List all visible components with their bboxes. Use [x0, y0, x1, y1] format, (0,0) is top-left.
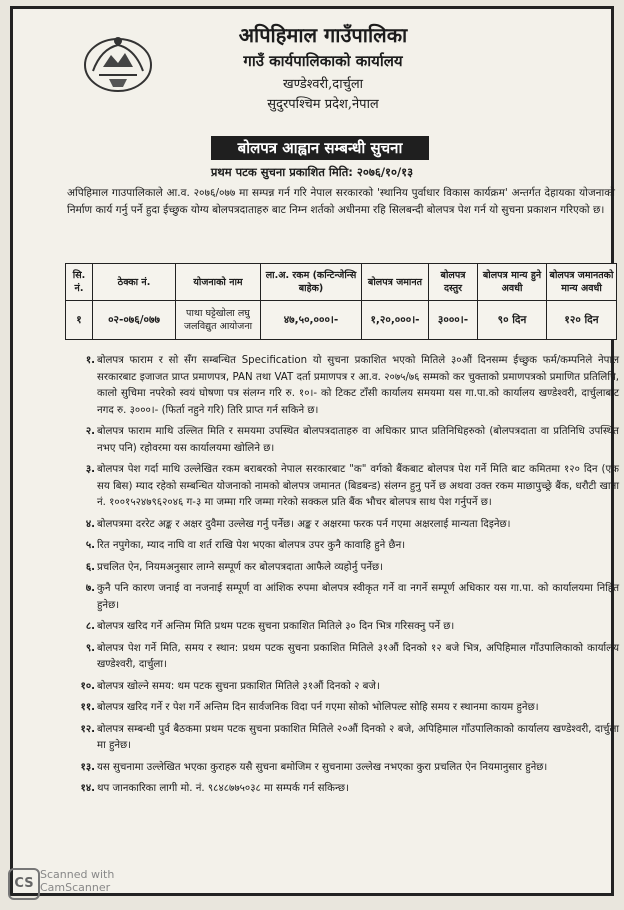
condition-number: १४. [80, 783, 95, 794]
notice-document [10, 6, 619, 896]
cell-bid-validity: ९० दिन [478, 301, 547, 340]
condition-text: बोलपत्रमा दररेट अङ्क र अक्षर दुवैमा उल्लेख गर्नु पर्नेछ। अङ्क र अक्षरमा फरक पर्न गएमा अक्षरलाई मान्यता दिइनेछ। [97, 518, 511, 530]
list-item [67, 581, 619, 614]
table-row [66, 301, 617, 340]
list-item [67, 538, 619, 555]
condition-number: ८. [85, 621, 95, 632]
col-bid-fee: बोलपत्र दस्तुर [429, 264, 478, 301]
nepal-emblem-icon [81, 31, 155, 95]
cell-bid-fee: ३०००।- [429, 301, 478, 340]
table-header-row [66, 264, 617, 301]
cell-bond-validity: १२० दिन [547, 301, 617, 340]
condition-number: १३. [80, 761, 95, 773]
cell-serial: १ [66, 301, 93, 340]
condition-number: ५. [85, 540, 95, 551]
list-item [67, 462, 619, 512]
condition-number: २. [85, 426, 95, 437]
bid-table [65, 263, 617, 340]
condition-text: बोलपत्र पेश गर्दा माथि उल्लेखित रकम बराबरको नेपाल सरकारबाट "क" वर्गको बैंकबाट बोलपत्र पेश गर्ने मिति बाट कमितमा १२० दिन (एक सय बिस) म्याद रहेको सम्बन्धित योजनाको नामको बोलपत्र जमानत (बिडबन्ड) संलग्न हुनु पर्ने छ अथवा उक्त रकम माछापुच्छ्रे बैंक, धरौटी खाता नं. १००१५२४७९६२०४६ ग-३ मा जम्मा गरि जम्मा गरेको सक्कल प्रति बैंक भौचर बोलपत्र साथ पेश गर्नुपर्ने छ। [97, 464, 619, 508]
watermark-line-1: Scanned with [40, 868, 115, 881]
condition-text: बोलपत्र फाराम र सो सँग सम्बन्धित Specification यो सुचना प्रकाशित भएको मितिले ३०औं दिनसम्म ईच्छुक फर्म/कम्पनिले नेपाल सरकारबाट इजाजत प्राप्त प्रमाणपत्र, PAN तथा VAT दर्ता प्रमाणपत्र र आ.व. २०७५/७६ सम्मको कर चुक्ताको प्रमाणपत्रको प्रमाणित प्रतिलिपि, कालो सुचिमा नपरेको स्वयं घोषणा पत्र संलग्न गरि रु. १०।- को टिकट टाँसी कार्यालय समयमा यस गा.पा.को कार्यालय खण्डेश्वरी, दार्चुलाबाट नगद रु. ३०००।- (फिर्ता नहुने गरि) तिरि प्राप्त गर्न सकिने छ। [97, 355, 619, 416]
condition-text: थप जानकारिका लागी मो. नं. ९८४८७७५०३८ मा सम्पर्क गर्न सकिन्छ। [97, 783, 349, 794]
col-bid-validity: बोलपत्र मान्य हुने अवधी [478, 264, 547, 301]
condition-number: ३. [85, 464, 95, 475]
list-item [67, 560, 619, 577]
condition-number: ४. [85, 518, 95, 530]
list-item [67, 619, 619, 636]
list-item [67, 353, 619, 419]
condition-number: १०. [80, 680, 95, 692]
list-item [67, 517, 619, 534]
condition-text: बोलपत्र खरिद गर्ने अन्तिम मिति प्रथम पटक सुचना प्रकाशित मितिले ३० दिन भित्र गरिसक्नु पर्ने छ। [97, 621, 455, 632]
condition-number: ७. [85, 583, 95, 594]
conditions-list [67, 353, 619, 803]
col-project-name: योजनाको नाम [176, 264, 261, 301]
publication-date: प्रथम पटक सुचना प्रकाशित मिति: २०७६/१०/१३ [210, 165, 414, 179]
condition-text: बोलपत्र फाराम माथि उल्लित मिति र समयमा उपस्थित बोलपत्रदाताहरु वा अधिकार प्राप्त प्रतिनिधिहरुको (बोलपत्रदाता वा प्रतिनिधि उपस्थित नभए पनि) रहोवरमा यस कार्यालयमा खोलिने छ। [97, 426, 619, 454]
office-header [163, 19, 483, 112]
list-item [67, 722, 619, 755]
condition-text: कुनै पनि कारण जनाई वा नजनाई सम्पूर्ण वा आंशिक रुपमा बोलपत्र स्वीकृत गर्ने वा नगर्ने सम्पूर्ण अधिकार यस गा.पा. को कार्यालयमा निहित हुनेछ। [97, 583, 619, 611]
condition-text: बोलपत्र खरिद गर्ने र पेश गर्ने अन्तिम दिन सार्वजनिक विदा पर्न गएमा सोको भोलिपल्ट सोहि समय र स्थानमा कायम हुनेछ। [97, 702, 539, 713]
cell-bid-bond: १,२०,०००।- [362, 301, 429, 340]
col-contract-no: ठेक्का नं. [93, 264, 176, 301]
condition-number: १२. [80, 723, 95, 735]
condition-text: रित नपुगेका, म्याद नाघि वा शर्त राखि पेश भएका बोलपत्र उपर कुनै कावाहि हुने छैन। [97, 540, 406, 551]
col-bid-bond: बोलपत्र जमानत [362, 264, 429, 301]
condition-number: ११. [80, 702, 95, 713]
col-estimate: ला.अ. रकम (कन्टिन्जेन्सि बाहेक) [261, 264, 362, 301]
municipality-name: अपिहिमाल गाउँपालिका [238, 23, 408, 47]
watermark-text [40, 868, 114, 894]
list-item [67, 760, 619, 777]
cell-contract-no: ०२-०७६/०७७ [93, 301, 176, 340]
condition-text: बोलपत्र सम्बन्धी पुर्व बैठकमा प्रथम पटक सुचना प्रकाशित मितिले २०औं दिनको २ बजे, अपिहिमाल गाँउपालिकाको कार्यालय खण्डेश्वरी, दार्चुला मा हुनेछ। [97, 723, 619, 751]
list-item [67, 641, 619, 674]
scanner-watermark [0, 864, 170, 910]
cell-project-name: पाथा घट्टेखोला लघु जलविद्युत आयोजना [176, 301, 261, 340]
camscanner-logo-icon: CS [8, 868, 40, 900]
col-serial: सि. नं. [66, 264, 93, 301]
condition-text: यस सुचनामा उल्लेखित भएका कुराहरु यसै सुचना बमोजिम र सुचनामा उल्लेख नभएका कुरा प्रचलित ऐन नियमानुसार हुनेछ। [97, 761, 548, 773]
list-item [67, 700, 619, 717]
list-item [67, 781, 619, 798]
col-bond-validity: बोलपत्र जमानतको मान्य अवधी [547, 264, 617, 301]
condition-text: बोलपत्र खोल्ने समय: थम पटक सुचना प्रकाशित मितिले ३१औं दिनको २ बजे। [97, 680, 380, 692]
office-name: गाउँ कार्यपालिकाको कार्यालय [243, 52, 403, 70]
condition-number: ९. [85, 642, 95, 654]
cell-estimate: ४७,५०,०००।- [261, 301, 362, 340]
notice-title: बोलपत्र आह्वान सम्बन्धी सुचना [211, 136, 429, 160]
condition-text: प्रचलित ऐन, नियमअनुसार लाग्ने सम्पूर्ण कर बोलपत्रदाता आफैले व्यहोर्नु पर्नेछ। [97, 561, 384, 573]
watermark-line-2: CamScanner [40, 881, 111, 894]
office-province: सुदुरपश्चिम प्रदेश,नेपाल [267, 97, 379, 112]
condition-number: ६. [85, 561, 95, 573]
list-item [67, 679, 619, 696]
intro-paragraph: अपिहिमाल गाउपालिकाले आ.व. २०७६/०७७ मा सम्पन्न गर्न गरि नेपाल सरकारको 'स्थानिय पुर्वाधार विकास कार्यक्रम' अन्तर्गत देहायका योजनाको निर्माण कार्य गर्नु पर्ने हुदा ईच्छुक योग्य बोलपत्रदाताहरु बाट निम्न शर्तको अधीनमा रहि सिलबन्दी बोलपत्र पेश गर्न यो सुचना प्रकाशन गरिएको छ। [67, 187, 615, 216]
condition-text: बोलपत्र पेश गर्ने मिति, समय र स्थान: प्रथम पटक सुचना प्रकाशित मितिले ३१औं दिनको १२ बजे भित्र, अपिहिमाल गाँउपालिकाको कार्यालय खण्डेश्वरी, दार्चुला। [97, 642, 619, 670]
office-address: खण्डेश्वरी,दार्चुला [282, 77, 364, 92]
condition-number: १. [85, 355, 95, 366]
list-item [67, 424, 619, 457]
